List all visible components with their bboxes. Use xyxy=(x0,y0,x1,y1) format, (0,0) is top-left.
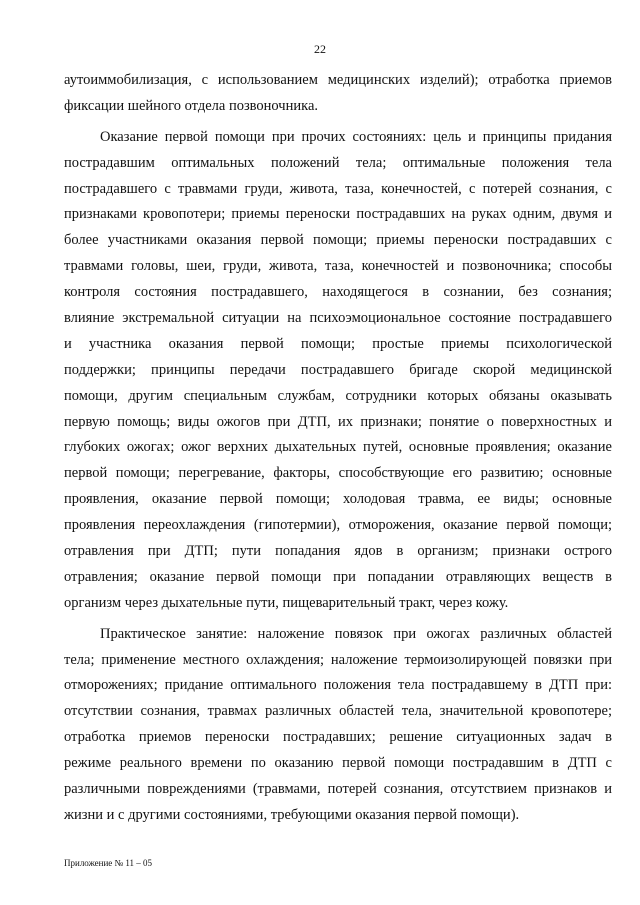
text-line: первой помощи; перегревание, факторы, способствующие его развитию; основные xyxy=(64,465,612,482)
text-line: поддержки; принципы передачи пострадавшего бригаде скорой медицинской xyxy=(64,361,612,378)
text-line: Оказание первой помощи при прочих состояниях: цель и принципы придания xyxy=(100,128,612,145)
text-line: различными повреждениями (травмами, потерей сознания, отсутствием признаков и xyxy=(64,781,612,798)
text-line: пострадавшего с травмами груди, живота, таза, конечностей, с потерей сознания, с xyxy=(64,180,612,197)
text-line: тела; применение местного охлаждения; наложение термоизолирующей повязки при xyxy=(64,651,612,668)
text-line: отравления; оказание первой помощи при попадании отравляющих веществ в xyxy=(64,568,612,585)
text-line: признаками кровопотери; приемы переноски пострадавших на руках одним, двумя и xyxy=(64,206,612,223)
text-line: Практическое занятие: наложение повязок при ожогах различных областей xyxy=(100,625,612,642)
text-line: травмами головы, шеи, груди, живота, таза, конечностей и позвоночника; способы xyxy=(64,258,612,275)
text-line: глубоких ожогах; ожог верхних дыхательных путей, основные проявления; оказание xyxy=(64,439,612,456)
text-line: жизни и с другими состояниями, требующими оказания первой помощи). xyxy=(64,806,520,823)
text-line: более участниками оказания первой помощи; приемы переноски пострадавших с xyxy=(64,232,612,249)
text-line: отработка приемов переноски пострадавших; решение ситуационных задач в xyxy=(64,729,612,746)
text-line: отравления при ДТП; пути попадания ядов в организм; признаки острого xyxy=(64,543,612,560)
text-line: режиме реального времени по оказанию первой помощи пострадавшим в ДТП с xyxy=(64,755,612,772)
text-line: фиксации шейного отдела позвоночника. xyxy=(64,97,319,114)
text-line: и участника оказания первой помощи; простые приемы психологической xyxy=(64,335,612,352)
text-line: отсутствии сознания, травмах различных областей тела, значительной кровопотере; xyxy=(64,703,612,720)
text-line: аутоиммобилизация, с использованием медицинских изделий); отработка приемов xyxy=(64,72,612,88)
text-line: проявления переохлаждения (гипотермии), отморожения, оказание первой помощи; xyxy=(64,517,612,534)
text-line: пострадавшим оптимальных положений тела; оптимальные положения тела xyxy=(64,154,612,171)
page-number: 22 xyxy=(314,42,326,56)
text-line: влияние экстремальной ситуации на психоэмоциональное состояние пострадавшего xyxy=(64,310,612,327)
text-line: организм через дыхательные пути, пищеварительный тракт, через кожу. xyxy=(64,594,509,611)
text-line: контроля состояния пострадавшего, находящегося в сознании, без сознания; xyxy=(64,284,612,301)
footer-appendix-label: Приложение № 11 – 05 xyxy=(64,858,153,868)
document-body xyxy=(64,68,612,829)
text-line: помощи, другим специальным службам, сотрудники которых обязаны оказывать xyxy=(64,387,612,404)
text-line: первую помощь; виды ожогов при ДТП, их признаки; понятие о поверхностных и xyxy=(64,413,612,430)
text-line: проявления, оказание первой помощи; холодовая травма, ее виды; основные xyxy=(64,491,612,508)
text-line: отморожениях; придание оптимального положения тела пострадавшему в ДТП при: xyxy=(64,677,612,694)
